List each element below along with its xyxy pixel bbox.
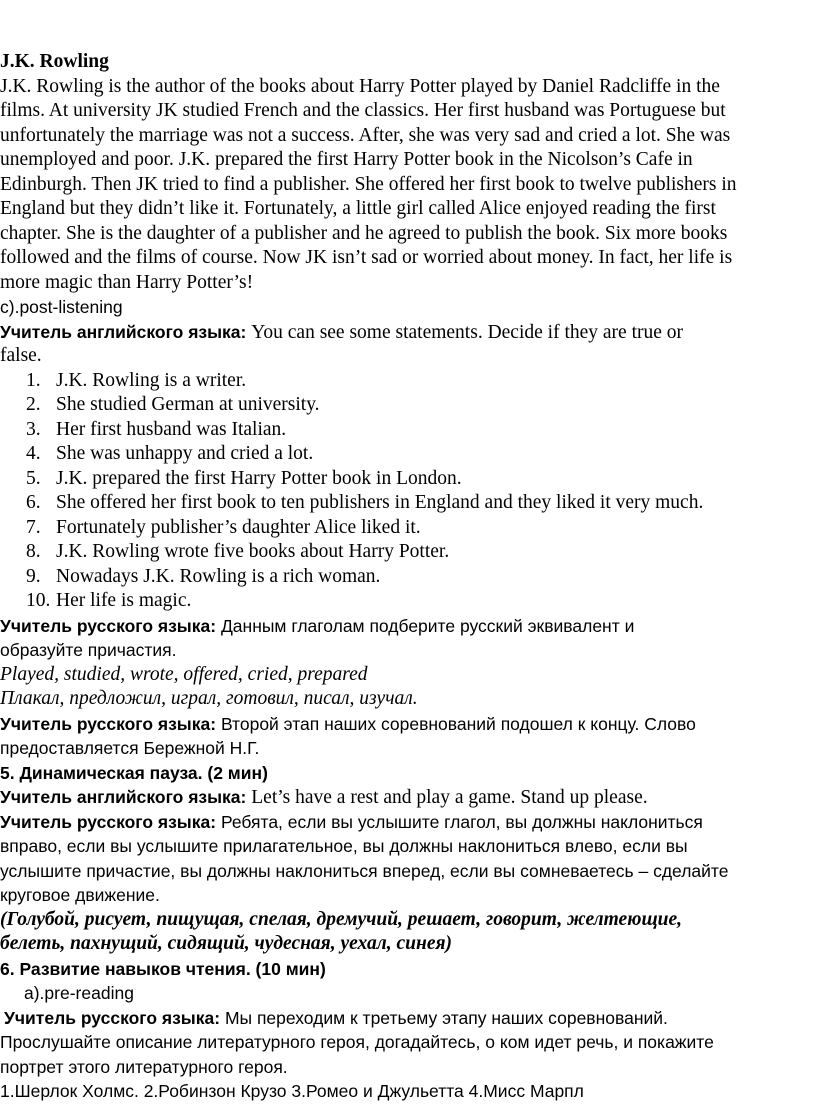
options-line: 1.Шерлок Холмс. 2.Робинзон Крузо 3.Ромео и Джульетта 4.Мисс Марпл xyxy=(0,1081,584,1101)
section-5-heading: 5. Динамическая пауза. (2 мин) xyxy=(0,762,268,783)
text-line: more magic than Harry Potter’s! xyxy=(0,271,254,293)
word-list-line: белеть, пахнущий, сидящий, чудесная, уехал, синея) xyxy=(0,933,453,954)
word-list-line: (Голубой, рисует, пищущая, спелая, дремучий, решает, говорит, желтеющие, xyxy=(0,908,683,930)
russian-teacher-label: Учитель русского языка: xyxy=(0,811,217,832)
statement-item: 8. J.K. Rowling wrote five books about Harry Potter. xyxy=(26,541,450,562)
text-line: followed and the films of course. Now JK isn’t sad or worried about money. In fact, her life is xyxy=(0,247,733,268)
post-listening-label: c).post-listening xyxy=(0,297,123,317)
section-6-heading: 6. Развитие навыков чтения. (10 мин) xyxy=(0,958,326,979)
russian-task-4-cont: Прослушайте описание литературного героя, догадайтесь, о ком идет речь, и покажите xyxy=(0,1032,714,1052)
statement-item: 1. J.K. Rowling is a writer. xyxy=(26,369,247,391)
russian-teacher-task-1: Учитель русского языка: Данным глаголам подберите русский эквивалент и xyxy=(0,615,635,636)
russian-task-3-cont: услышите причастие, вы должны наклониться вперед, если вы сомневаетесь – сделайте xyxy=(0,860,729,881)
russian-task-3-cont: круговое движение. xyxy=(0,885,160,905)
document-heading: J.K. Rowling xyxy=(0,51,109,72)
english-teacher-label: Учитель английского языка: xyxy=(0,787,247,807)
russian-task-4-cont: портрет этого литературного героя. xyxy=(0,1056,288,1077)
statement-item: 5. J.K. prepared the first Harry Potter book in London. xyxy=(26,467,462,489)
english-task-text-cont: false. xyxy=(0,345,42,366)
english-teacher-task-2: Учитель английского языка: Let’s have a rest and play a game. Stand up please. xyxy=(0,787,648,808)
statement-item: 6. She offered her first book to ten publishers in England and they liked it very much. xyxy=(26,492,704,513)
english-teacher-label: Учитель английского языка: xyxy=(0,321,247,342)
english-task-text: You can see some statements. Decide if they are true or xyxy=(246,321,684,343)
text-line: films. At university JK studied French and the classics. Her first husband was Portuguese but xyxy=(0,100,726,121)
russian-task-2-cont: предоставляется Бережной Н.Г. xyxy=(0,738,260,758)
text-line: unfortunately the marriage was not a success. After, she was very sad and cried a lot. She was xyxy=(0,124,731,146)
english-teacher-task xyxy=(0,320,812,345)
text-line: unemployed and poor. J.K. prepared the first Harry Potter book in the Nicolson’s Cafe in xyxy=(0,149,693,170)
verbs-russian: Плакал, предложил, играл, готовил, писал, изучал. xyxy=(0,688,418,709)
russian-teacher-task-3: Учитель русского языка: Ребята, если вы услышите глагол, вы должны наклониться xyxy=(0,811,703,832)
text-line: England but they didn’t like it. Fortunately, a little girl called Alice enjoyed reading the first xyxy=(0,198,716,219)
rowling-text xyxy=(0,75,812,296)
russian-teacher-task-4: Учитель русского языка: Мы переходим к третьему этапу наших соревнований. xyxy=(4,1007,668,1028)
russian-teacher-task-2: Учитель русского языка: Второй этап наших соревнований подошел к концу. Слово xyxy=(0,713,696,734)
statement-item: 7. Fortunately publisher’s daughter Alice liked it. xyxy=(26,516,421,538)
pre-reading-label: а).pre-reading xyxy=(24,983,134,1003)
russian-teacher-label: Учитель русского языка: xyxy=(0,615,217,636)
statements-list xyxy=(0,369,812,614)
text-line: chapter. She is the daughter of a publisher and he agreed to publish the book. Six more books xyxy=(0,222,728,244)
statement-item: 9. Nowadays J.K. Rowling is a rich woman. xyxy=(26,565,381,587)
statement-item: 2. She studied German at university. xyxy=(26,394,320,415)
text-line: Edinburgh. Then JK tried to find a publisher. She offered her first book to twelve publishers in xyxy=(0,173,737,195)
statement-item: 10. Her life is magic. xyxy=(26,590,192,611)
russian-teacher-label: Учитель русского языка: xyxy=(0,713,217,734)
text-line: J.K. Rowling is the author of the books about Harry Potter played by Daniel Radcliffe in the xyxy=(0,75,720,97)
russian-task-1-cont: образуйте причастия. xyxy=(0,640,177,660)
russian-task-3-cont: вправо, если вы услышите прилагательное, вы должны наклониться влево, если вы xyxy=(0,836,688,856)
verbs-english: Played, studied, wrote, offered, cried, prepared xyxy=(0,663,368,685)
document-page xyxy=(0,50,812,1104)
statement-item: 4. She was unhappy and cried a lot. xyxy=(26,443,314,464)
russian-teacher-label: Учитель русского языка: xyxy=(4,1007,221,1028)
statement-item: 3. Her first husband was Italian. xyxy=(26,418,287,440)
